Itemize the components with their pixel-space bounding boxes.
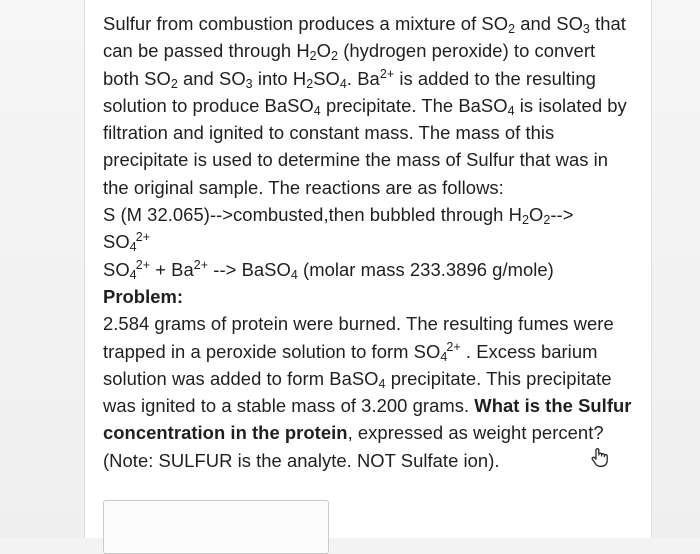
reaction-line	[103, 256, 633, 283]
text-run: (molar mass 233.3896 g/mole)	[297, 258, 554, 280]
subscript: 4	[507, 103, 515, 118]
problem-heading	[103, 283, 633, 310]
text-run: solution to produce BaSO	[103, 94, 314, 116]
text-run: can be passed through H	[103, 40, 310, 62]
question-line	[103, 392, 633, 419]
note-line: (Note: SULFUR is the analyte. NOT Sulfate ion).	[103, 449, 500, 471]
text-run: . Ba	[346, 67, 380, 89]
subscript: 2	[543, 213, 551, 228]
text-run: Sulfur from combustion produces a mixture of SO	[103, 13, 509, 34]
subscript: 2	[170, 76, 178, 91]
text-run: (hydrogen peroxide) to convert	[338, 40, 596, 62]
question-line	[103, 92, 633, 119]
subscript: 2	[508, 22, 516, 36]
question-line: filtration and ignited to constant mass. The mass of this	[103, 122, 555, 144]
superscript: 2+	[379, 66, 395, 81]
text-run: , expressed as weight percent?	[347, 422, 604, 444]
subscript: 4	[129, 240, 137, 255]
text-run: trapped in a peroxide solution to form SO	[103, 340, 441, 362]
question-line: the original sample. The reactions are as follows:	[103, 176, 504, 198]
text-run: precipitate. The BaSO	[320, 94, 508, 116]
subscript: 2	[309, 49, 317, 64]
superscript: 2+	[135, 257, 151, 272]
hand-pointer-icon	[589, 446, 611, 468]
text-run: is added to the resulting	[394, 67, 596, 89]
superscript: 2+	[446, 339, 461, 354]
answer-input[interactable]	[103, 500, 329, 554]
text-run: O	[528, 204, 544, 226]
text-run: SO	[313, 67, 340, 89]
question-line: 2.584 grams of protein were burned. The resulting fumes were	[103, 313, 614, 335]
text-run: precipitate. This precipitate	[385, 367, 612, 389]
question-line: precipitate is used to determine the mass of Sulfur that was in	[103, 149, 609, 171]
text-run: S (M 32.065)-->combusted,then bubbled through H	[103, 204, 522, 226]
bold-text: concentration in the protein	[103, 422, 348, 444]
reaction-line	[103, 201, 633, 228]
question-line	[103, 419, 633, 446]
subscript: 4	[440, 349, 448, 364]
subscript: 4	[313, 103, 321, 118]
text-run: both SO	[103, 67, 171, 89]
text-run: + Ba	[150, 258, 194, 280]
text-run: and SO	[177, 67, 246, 89]
subscript: 4	[378, 376, 386, 391]
text-run: O	[316, 40, 332, 62]
reaction-line	[103, 228, 633, 255]
question-line	[103, 10, 633, 37]
superscript: 2+	[193, 257, 209, 272]
question-line	[103, 65, 633, 92]
text-run: SO	[103, 258, 130, 280]
subscript: 2	[306, 76, 314, 91]
question-line	[103, 365, 633, 392]
problem-label: Problem:	[103, 285, 184, 307]
question-line	[103, 338, 633, 365]
text-run: into H	[252, 67, 307, 89]
question-line	[103, 37, 633, 64]
subscript: 2	[521, 213, 529, 228]
subscript: 4	[290, 267, 298, 282]
superscript: 2+	[135, 230, 151, 245]
text-run: --> BaSO	[208, 258, 291, 280]
subscript: 3	[582, 22, 590, 36]
subscript: 3	[245, 76, 253, 91]
subscript: 2	[331, 49, 339, 64]
text-run: -->	[550, 204, 574, 226]
text-run: and SO	[515, 13, 583, 34]
text-run: that	[589, 13, 626, 34]
subscript: 4	[339, 76, 347, 91]
bold-text: What is the Sulfur	[474, 395, 632, 417]
text-run: . Excess barium	[460, 340, 598, 362]
text-run: was ignited to a stable mass of 3.200 grams.	[103, 395, 475, 417]
text-run: solution was added to form BaSO	[103, 367, 379, 389]
text-run: SO	[103, 231, 130, 253]
text-run: is isolated by	[514, 94, 627, 116]
subscript: 4	[129, 267, 137, 282]
question-text	[103, 10, 633, 474]
